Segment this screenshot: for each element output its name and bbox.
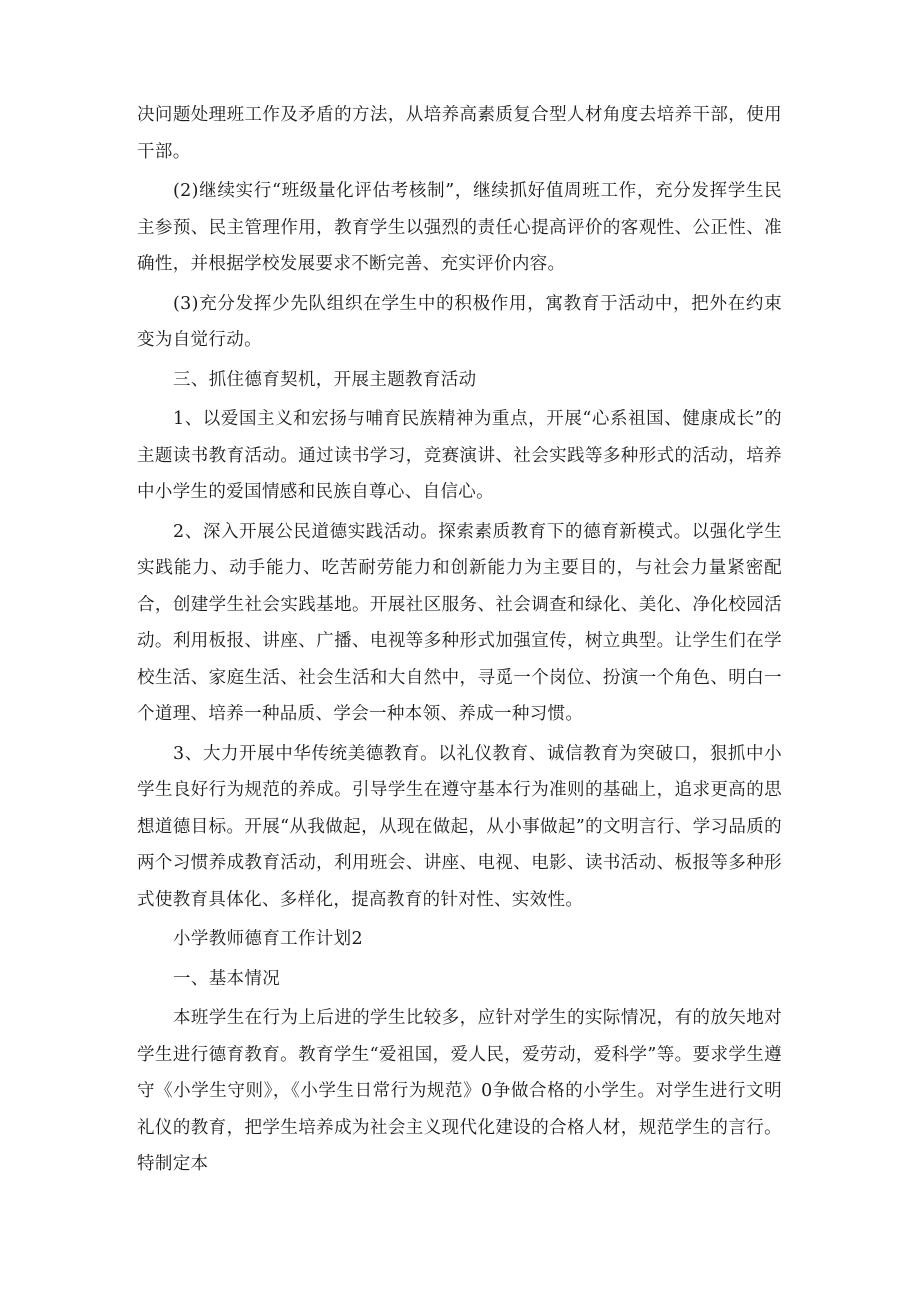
paragraph-continuation: 决问题处理班工作及矛盾的方法，从培养高素质复合型人材角度去培养干部，使用干部。 (137, 105, 782, 162)
paragraph-item-3: (3)充分发挥少先队组织在学生中的积极作用，寓教育于活动中，把外在约束变为自觉行动。 (137, 293, 782, 350)
paragraph-point-1: 1、以爱国主义和宏扬与哺育民族精神为重点，开展“心系祖国、健康成长”的主题读书教育活动。通过读书学习，竞赛演讲、社会实践等多种形式的活动，培养中小学生的爱国情感和民族自尊心、自信心。 (137, 409, 782, 502)
paragraph-item-2: (2)继续实行“班级量化评估考核制”，继续抓好值周班工作，充分发挥学生民主参预、民主管理作用，教育学生以强烈的责任心提高评价的客观性、公正性、准确性，并根据学校发展要求不断完善、充实评价内容。 (137, 181, 782, 274)
section-heading-1: 一、基本情况 (173, 968, 281, 989)
paragraph-point-2: 2、深入开展公民道德实践活动。探索素质教育下的德育新模式。以强化学生实践能力、动手能力、吃苦耐劳能力和创新能力为主要目的，与社会力量紧密配合，创建学生社会实践基地。开展社区服务、社会调查和绿化、美化、净化校园活动。利用板报、讲座、广播、电视等多种形式加强宣传，树立典型。让学生们在学校生活、家庭生活、社会生活和大自然中，寻觅一个岗位、扮演一个角色、明白一个道理、培养一种品质、学会一种本领、养成一种习惯。 (137, 521, 782, 724)
document-body (137, 97, 782, 1186)
section-heading-3: 三、抓住德育契机，开展主题教育活动 (173, 369, 477, 390)
paragraph-point-3: 3、大力开展中华传统美德教育。以礼仪教育、诚信教育为突破口，狠抓中小学生良好行为规范的养成。引导学生在遵守基本行为准则的基础上，追求更高的思想道德目标。开展“从我做起，从现在做起，从小事做起”的文明言行、学习品质的两个习惯养成教育活动，利用班会、讲座、电视、电影、读书活动、板报等多种形式使教育具体化、多样化，提高教育的针对性、实效性。 (137, 743, 782, 910)
paragraph-basic-situation: 本班学生在行为上后进的学生比较多，应针对学生的实际情况，有的放矢地对学生进行德育教育。教育学生“爱祖国，爱人民，爱劳动，爱科学”等。要求学生遵守《小学生守则》，《小学生日常行为规范》0争做合格的小学生。对学生进行文明礼仪的教育，把学生培养成为社会主义现代化建设的合格人材，规范学生的言行。特制定本 (137, 1008, 782, 1174)
document-subtitle: 小学教师德育工作计划2 (173, 929, 363, 949)
